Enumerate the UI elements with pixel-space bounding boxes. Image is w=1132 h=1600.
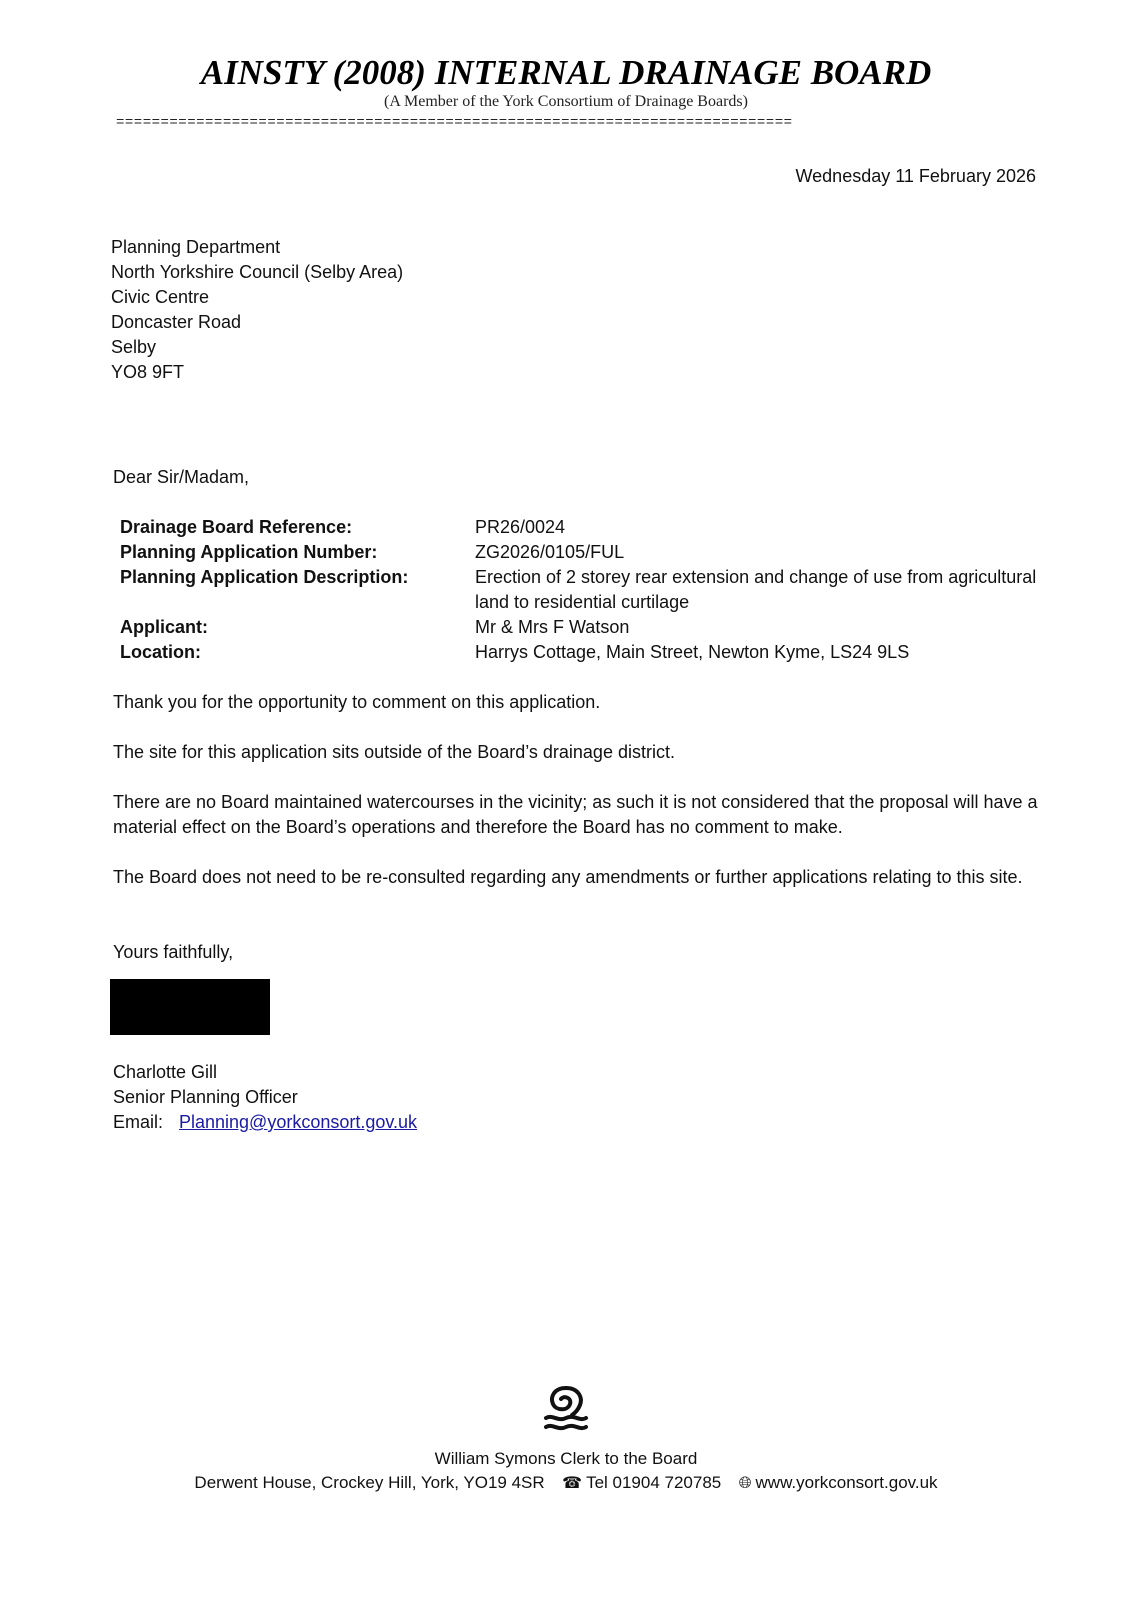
letter-body — [113, 690, 1043, 915]
address-line: Selby — [111, 337, 157, 357]
footer-phone: Tel 01904 720785 — [586, 1473, 722, 1492]
board-title: AINSTY (2008) INTERNAL DRAINAGE BOARD — [200, 53, 932, 92]
signatory-title: Senior Planning Officer — [113, 1087, 298, 1107]
email-label: Email: — [113, 1112, 164, 1132]
detail-value: Erection of 2 storey rear extension and change of use from agricultural land to residential curtilage — [475, 567, 1037, 612]
body-paragraph: The site for this application sits outside of the Board’s drainage district. — [113, 742, 675, 762]
board-subtitle: (A Member of the York Consortium of Drainage Boards) — [384, 93, 748, 110]
detail-label: Applicant: — [120, 617, 208, 637]
address-line: Planning Department — [111, 237, 281, 257]
header-divider: ============================================================================ — [116, 115, 793, 131]
footer-clerk: William Symons Clerk to the Board — [434, 1449, 698, 1468]
detail-label: Drainage Board Reference: — [120, 517, 353, 537]
detail-row — [120, 615, 1040, 640]
detail-value: Mr & Mrs F Watson — [475, 617, 630, 637]
detail-row — [120, 565, 1040, 615]
body-paragraph: There are no Board maintained watercourses in the vicinity; as such it is not considered that the proposal will have a material effect on the Board’s operations and therefore the Board has no comment to make. — [113, 792, 1038, 837]
detail-row — [120, 515, 1040, 540]
detail-label: Location: — [120, 642, 201, 662]
signatory-block — [113, 1060, 417, 1135]
globe-icon: 🌐︎ — [738, 1475, 752, 1492]
signatory-email-row — [113, 1110, 417, 1135]
detail-value: Harrys Cottage, Main Street, Newton Kyme, LS24 9LS — [475, 642, 910, 662]
phone-icon: ☎ — [562, 1475, 583, 1492]
detail-label: Planning Application Number: — [120, 542, 378, 562]
email-link[interactable]: Planning@yorkconsort.gov.uk — [179, 1112, 418, 1132]
footer-address: Derwent House, Crockey Hill, York, YO19 4SR — [194, 1473, 545, 1492]
address-line: Civic Centre — [111, 287, 210, 307]
salutation: Dear Sir/Madam, — [113, 467, 250, 487]
address-line: YO8 9FT — [111, 362, 185, 382]
redacted-signature — [110, 979, 270, 1035]
application-details — [120, 515, 1040, 665]
detail-value: PR26/0024 — [475, 517, 566, 537]
footer-contact — [0, 1470, 1132, 1496]
address-line: Doncaster Road — [111, 312, 242, 332]
footer-website[interactable]: www.yorkconsort.gov.uk — [755, 1473, 938, 1492]
signatory-name: Charlotte Gill — [113, 1062, 218, 1082]
detail-row — [120, 640, 1040, 665]
address-line: North Yorkshire Council (Selby Area) — [111, 262, 404, 282]
letter-date: Wednesday 11 February 2026 — [795, 166, 1036, 186]
detail-label: Planning Application Description: — [120, 567, 409, 587]
body-paragraph: The Board does not need to be re-consulted regarding any amendments or further applications relating to this site. — [113, 867, 1023, 887]
sign-off: Yours faithfully, — [113, 942, 234, 962]
recipient-address — [111, 235, 403, 385]
detail-row — [120, 540, 1040, 565]
consortium-logo-icon — [542, 1385, 590, 1437]
body-paragraph: Thank you for the opportunity to comment on this application. — [113, 692, 601, 712]
detail-value: ZG2026/0105/FUL — [475, 542, 625, 562]
